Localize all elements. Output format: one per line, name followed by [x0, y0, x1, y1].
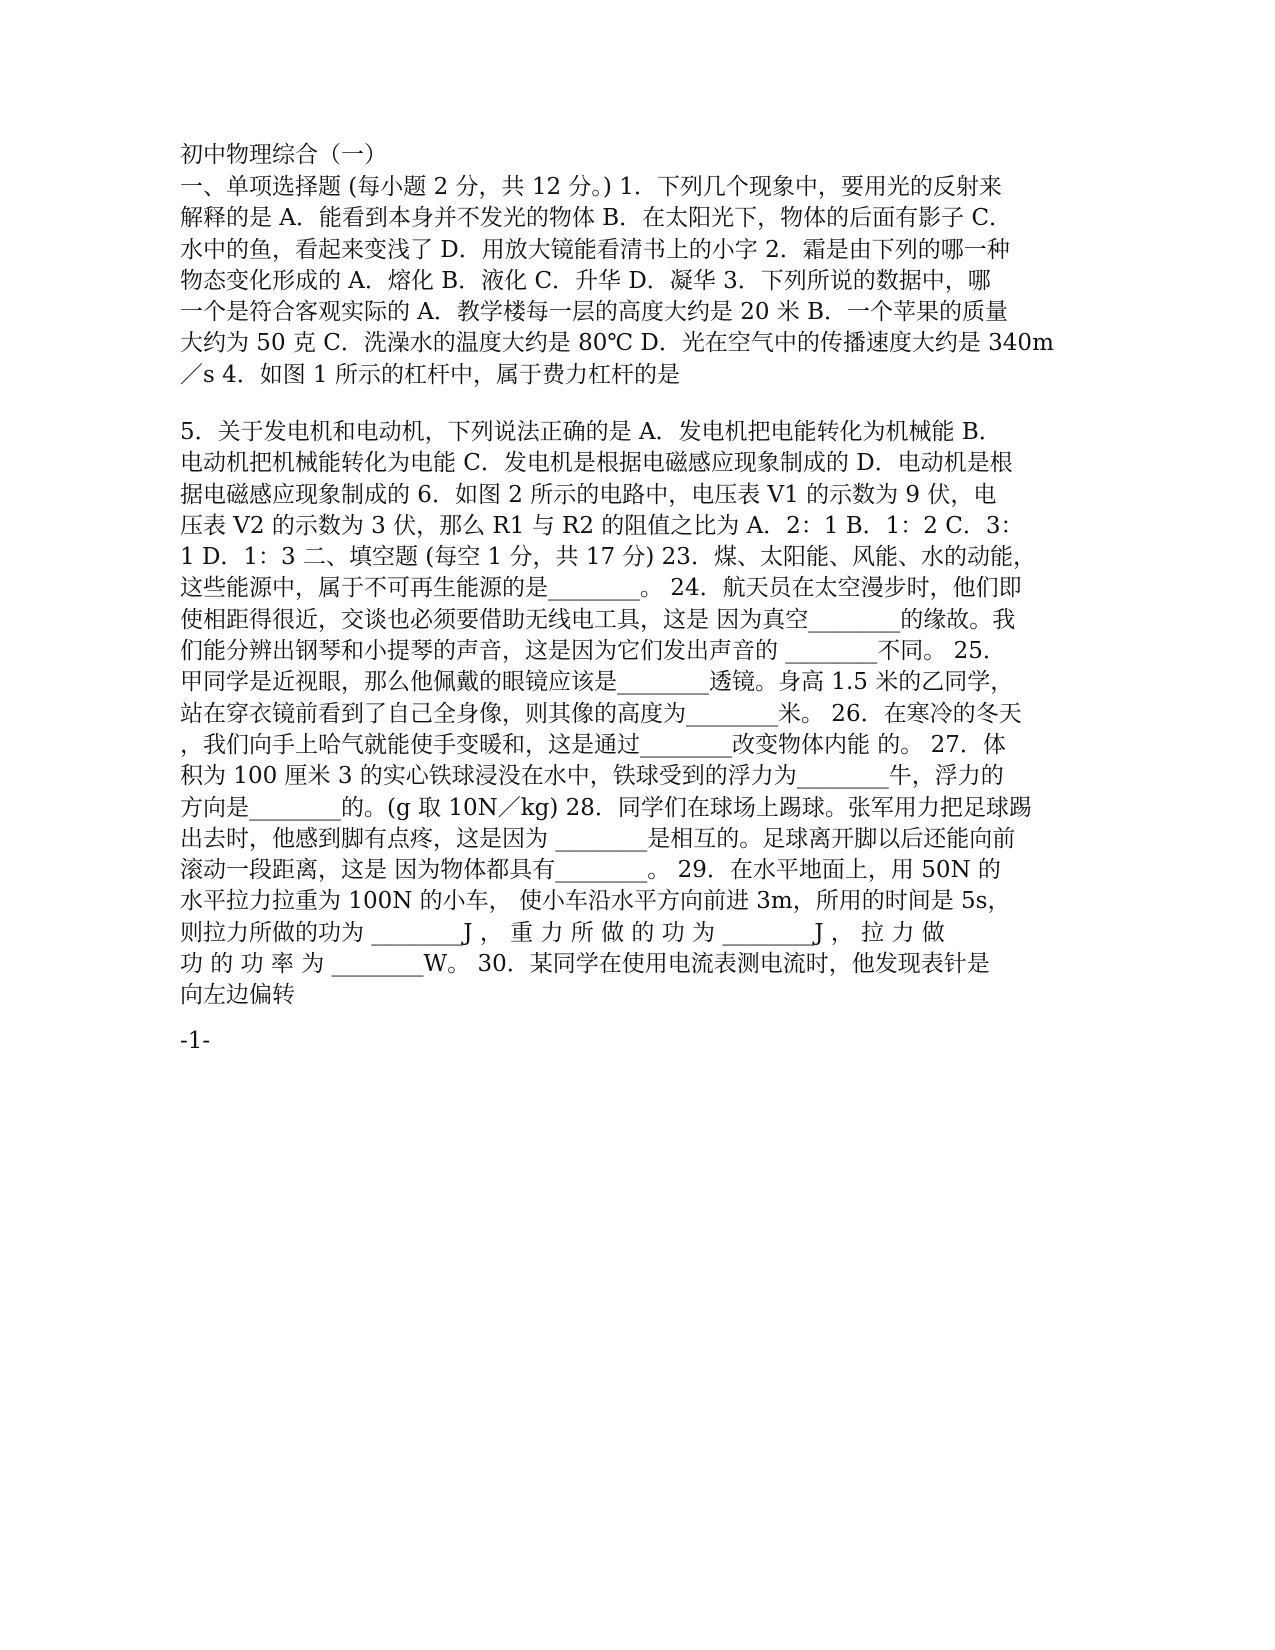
text-line: ，我们向手上哈气就能使手变暖和，这是通过________改变物体内能 的。 27．体 — [180, 731, 1006, 758]
title-line: 初中物理综合（一） — [180, 142, 387, 168]
text-line: 积为 100 厘米 3 的实心铁球浸没在水中，铁球受到的浮力为________牛，浮力的 — [180, 763, 1004, 790]
text-line: 据电磁感应现象制成的 6．如图 2 所示的电路中，电压表 V1 的示数为 9 伏，电 — [180, 481, 997, 508]
text-line: 压表 V2 的示数为 3 伏，那么 R1 与 R2 的阻值之比为 A．2：1 B．1：2 C．3： — [180, 512, 1024, 539]
section-single-choice — [180, 172, 1080, 391]
text-line: 使相距得很近，交谈也必须要借助无线电工具，这是 因为真空________的缘故。我 — [180, 606, 1016, 633]
text-line: 滚动一段距离，这是 因为物体都具有________。 29．在水平地面上，用 50N 的 — [180, 857, 1001, 884]
page-number: -1- — [180, 1028, 211, 1054]
text-line: 出去时，他感到脚有点疼，这是因为 ________是相互的。足球离开脚以后还能向前 — [180, 825, 1016, 852]
text-line: 则拉力所做的功为 ________J ， 重 力 所 做 的 功 为 ________J ， 拉 力 做 — [180, 919, 945, 946]
text-line: 这些能源中，属于不可再生能源的是________。 24．航天员在太空漫步时，他们即 — [180, 575, 1022, 602]
text-line: 水平拉力拉重为 100N 的小车， 使小车沿水平方向前进 3m，所用的时间是 5s， — [180, 888, 1011, 915]
text-line: 水中的鱼，看起来变浅了 D．用放大镜能看清书上的小字 2．霜是由下列的哪一种 — [180, 236, 1010, 263]
section-questions-continued — [180, 417, 1080, 1012]
text-line: 1 D．1：3 二、填空题 (每空 1 分，共 17 分) 23．煤、太阳能、风能、水的动能， — [180, 544, 1036, 571]
text-line: 向左边偏转 — [180, 982, 295, 1009]
text-line: 物态变化形成的 A．熔化 B．液化 C．升华 D．凝华 3．下列所说的数据中，哪 — [180, 267, 991, 294]
text-line: 功 的 功 率 为 ________W。 30．某同学在使用电流表测电流时，他发现表针是 — [180, 951, 990, 978]
text-line: 解释的是 A．能看到本身并不发光的物体 B．在太阳光下，物体的后面有影子 C． — [180, 205, 1013, 232]
text-line: 一个是符合客观实际的 A．教学楼每一层的高度大约是 20 米 B．一个苹果的质量 — [180, 299, 1009, 326]
text-line: 甲同学是近视眼，那么他佩戴的眼镜应该是________透镜。身高 1.5 米的乙同学， — [180, 669, 1014, 696]
text-line: 5．关于发电机和电动机，下列说法正确的是 A．发电机把电能转化为机械能 B． — [180, 419, 1002, 445]
text-line: 大约为 50 克 C．洗澡水的温度大约是 80℃ D．光在空气中的传播速度大约是 340m — [180, 330, 1054, 357]
text-line: 方向是________的。(g 取 10N／kg) 28．同学们在球场上踢球。张军用力把足球踢 — [180, 794, 1032, 821]
text-line: 站在穿衣镜前看到了自己全身像，则其像的高度为________米。 26．在寒冷的冬天 — [180, 700, 1022, 727]
text-line: 电动机把机械能转化为电能 C．发电机是根据电磁感应现象制成的 D．电动机是根 — [180, 450, 1013, 477]
text-line: 们能分辨出钢琴和小提琴的声音，这是因为它们发出声音的 ________不同。 25． — [180, 638, 1006, 665]
document-title — [180, 140, 1080, 171]
text-line: 一、单项选择题 (每小题 2 分，共 12 分。) 1．下列几个现象中，要用光的反射来 — [180, 174, 1002, 200]
text-line: ／s 4．如图 1 所示的杠杆中，属于费力杠杆的是 — [180, 361, 681, 388]
